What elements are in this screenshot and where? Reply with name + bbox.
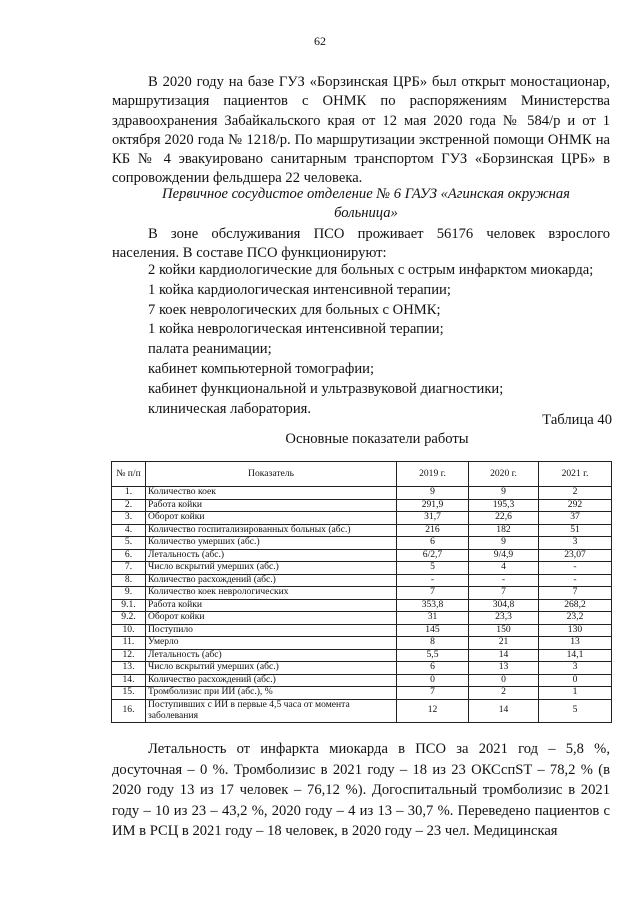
row-num: 15.	[112, 687, 146, 700]
value-2020: 9	[469, 487, 539, 500]
value-2019: 9	[397, 487, 469, 500]
section-heading: Первичное сосудистое отделение № 6 ГАУЗ «Агинская окружная больница»	[162, 186, 570, 221]
row-indicator: Поступило	[146, 624, 397, 637]
row-indicator: Тромболизис при ИИ (абс.), %	[146, 687, 397, 700]
value-2019: 5,5	[397, 649, 469, 662]
value-2020: 182	[469, 524, 539, 537]
value-2020: 2	[469, 687, 539, 700]
value-2020: 7	[469, 587, 539, 600]
row-indicator: Количество коек неврологических	[146, 587, 397, 600]
value-2021: 2	[539, 487, 612, 500]
row-indicator: Летальность (абс.)	[146, 549, 397, 562]
value-2021: 37	[539, 512, 612, 525]
row-num: 7.	[112, 562, 146, 575]
row-num: 4.	[112, 524, 146, 537]
row-num: 9.2.	[112, 612, 146, 625]
row-num: 11.	[112, 637, 146, 650]
value-2019: 7	[397, 687, 469, 700]
value-2021: 23,2	[539, 612, 612, 625]
row-num: 10.	[112, 624, 146, 637]
value-2019: 6	[397, 537, 469, 550]
row-num: 8.	[112, 574, 146, 587]
row-indicator: Оборот койки	[146, 512, 397, 525]
row-num: 9.	[112, 587, 146, 600]
row-indicator: Летальность (абс)	[146, 649, 397, 662]
value-2019: -	[397, 574, 469, 587]
performance-table	[111, 461, 612, 723]
table-row	[112, 599, 612, 612]
page-number: 62	[314, 34, 326, 48]
row-indicator: Оборот койки	[146, 612, 397, 625]
row-num: 5.	[112, 537, 146, 550]
value-2021: 292	[539, 499, 612, 512]
value-2020: 23,3	[469, 612, 539, 625]
row-num: 16.	[112, 699, 146, 722]
table-row	[112, 587, 612, 600]
table-row	[112, 674, 612, 687]
value-2021: -	[539, 574, 612, 587]
value-2020: 4	[469, 562, 539, 575]
row-indicator: Количество расхождений (абс.)	[146, 574, 397, 587]
value-2019: 12	[397, 699, 469, 722]
value-2021: 7	[539, 587, 612, 600]
table-row	[112, 524, 612, 537]
row-indicator: Работа койки	[146, 599, 397, 612]
header-2019: 2019 г.	[397, 462, 469, 487]
facility-item: 7 коек неврологических для больных с ОНМК;	[148, 301, 441, 318]
table-row	[112, 487, 612, 500]
facility-item: палата реанимации;	[148, 341, 272, 358]
value-2020: 22,6	[469, 512, 539, 525]
row-num: 3.	[112, 512, 146, 525]
intro-paragraph: В 2020 году на базе ГУЗ «Борзинская ЦРБ» был открыт моностационар, маршрутизация пациентов с ОНМК по распоряжениям Министерства здравоохранения Забайкальского края от 12 мая 2020 года № 584/р и от 1 октября 2020 года № 1218/р. По маршрутизации экстренной помощи ОНМК на КБ № 4 эвакуировано санитарным транспортом ГУЗ «Борзинская ЦРБ» в сопровождении фельдшера 22 человека.	[112, 74, 610, 187]
table-row	[112, 699, 612, 722]
row-num: 9.1.	[112, 599, 146, 612]
row-indicator: Число вскрытий умерших (абс.)	[146, 562, 397, 575]
value-2020: 13	[469, 662, 539, 675]
value-2021: 1	[539, 687, 612, 700]
table-row	[112, 612, 612, 625]
facility-item: 2 койки кардиологические для больных с острым инфарктом миокарда;	[148, 262, 594, 278]
row-indicator: Количество расхождений (абс.)	[146, 674, 397, 687]
value-2019: 145	[397, 624, 469, 637]
value-2020: -	[469, 574, 539, 587]
value-2021: 130	[539, 624, 612, 637]
row-num: 13.	[112, 662, 146, 675]
facility-item: кабинет функциональной и ультразвуковой диагностики;	[148, 380, 504, 397]
table-row	[112, 562, 612, 575]
value-2019: 7	[397, 587, 469, 600]
value-2021: 268,2	[539, 599, 612, 612]
value-2021: 0	[539, 674, 612, 687]
table-row	[112, 687, 612, 700]
row-indicator: Поступивших с ИИ в первые 4,5 часа от момента заболевания	[146, 699, 397, 722]
row-indicator: Работа койки	[146, 499, 397, 512]
table-row	[112, 499, 612, 512]
value-2020: 9/4,9	[469, 549, 539, 562]
header-2020: 2020 г.	[469, 462, 539, 487]
value-2019: 5	[397, 562, 469, 575]
value-2019: 31	[397, 612, 469, 625]
row-num: 12.	[112, 649, 146, 662]
table-header-row	[112, 462, 612, 487]
table-row	[112, 512, 612, 525]
row-indicator: Число вскрытий умерших (абс.)	[146, 662, 397, 675]
table-row	[112, 549, 612, 562]
value-2021: 5	[539, 699, 612, 722]
row-num: 14.	[112, 674, 146, 687]
value-2021: 3	[539, 537, 612, 550]
facility-item: кабинет компьютерной томографии;	[148, 360, 375, 377]
value-2019: 6	[397, 662, 469, 675]
table-row	[112, 574, 612, 587]
value-2019: 216	[397, 524, 469, 537]
facility-item: 1 койка неврологическая интенсивной терапии;	[148, 321, 444, 338]
value-2021: 51	[539, 524, 612, 537]
value-2020: 14	[469, 699, 539, 722]
value-2020: 9	[469, 537, 539, 550]
table-caption: Таблица 40	[542, 412, 612, 428]
header-indicator: Показатель	[146, 462, 397, 487]
header-2021: 2021 г.	[539, 462, 612, 487]
facilities-list	[148, 261, 618, 419]
value-2021: -	[539, 562, 612, 575]
row-num: 6.	[112, 549, 146, 562]
value-2019: 31,7	[397, 512, 469, 525]
facility-item: клиническая лаборатория.	[148, 400, 311, 417]
value-2019: 0	[397, 674, 469, 687]
row-num: 2.	[112, 499, 146, 512]
value-2019: 6/2,7	[397, 549, 469, 562]
header-num: № п/п	[112, 462, 146, 487]
table-row	[112, 624, 612, 637]
row-indicator: Количество госпитализированных больных (абс.)	[146, 524, 397, 537]
row-indicator: Количество умерших (абс.)	[146, 537, 397, 550]
value-2019: 291,9	[397, 499, 469, 512]
value-2020: 150	[469, 624, 539, 637]
table-title: Основные показатели работы	[285, 431, 469, 447]
value-2019: 353,8	[397, 599, 469, 612]
table-row	[112, 649, 612, 662]
table-row	[112, 537, 612, 550]
value-2020: 14	[469, 649, 539, 662]
table-row	[112, 637, 612, 650]
value-2021: 14,1	[539, 649, 612, 662]
row-num: 1.	[112, 487, 146, 500]
facility-item: 1 койка кардиологическая интенсивной терапии;	[148, 281, 451, 298]
value-2021: 3	[539, 662, 612, 675]
value-2020: 304,8	[469, 599, 539, 612]
value-2021: 23,07	[539, 549, 612, 562]
service-area-paragraph: В зоне обслуживания ПСО проживает 56176 человек взрослого населения. В составе ПСО функционируют:	[112, 226, 610, 262]
value-2020: 0	[469, 674, 539, 687]
row-indicator: Количество коек	[146, 487, 397, 500]
mortality-paragraph: Летальность от инфаркта миокарда в ПСО за 2021 год – 5,8 %, досуточная – 0 %. Тромболизис в 2021 году – 18 из 23 ОКСспST – 78,2 % (в 2020 году 13 из 17 человек – 76,12 %). Догоспитальный тромболизис в 2021 году – 10 из 23 – 43,2 %, 2020 году – 4 из 13 – 30,7 %. Переведено пациентов с ИМ в РСЦ в 2021 году – 18 человек, в 2020 году – 23 чел. Медицинская	[112, 741, 610, 839]
value-2020: 21	[469, 637, 539, 650]
value-2019: 8	[397, 637, 469, 650]
value-2020: 195,3	[469, 499, 539, 512]
value-2021: 13	[539, 637, 612, 650]
table-row	[112, 662, 612, 675]
row-indicator: Умерло	[146, 637, 397, 650]
